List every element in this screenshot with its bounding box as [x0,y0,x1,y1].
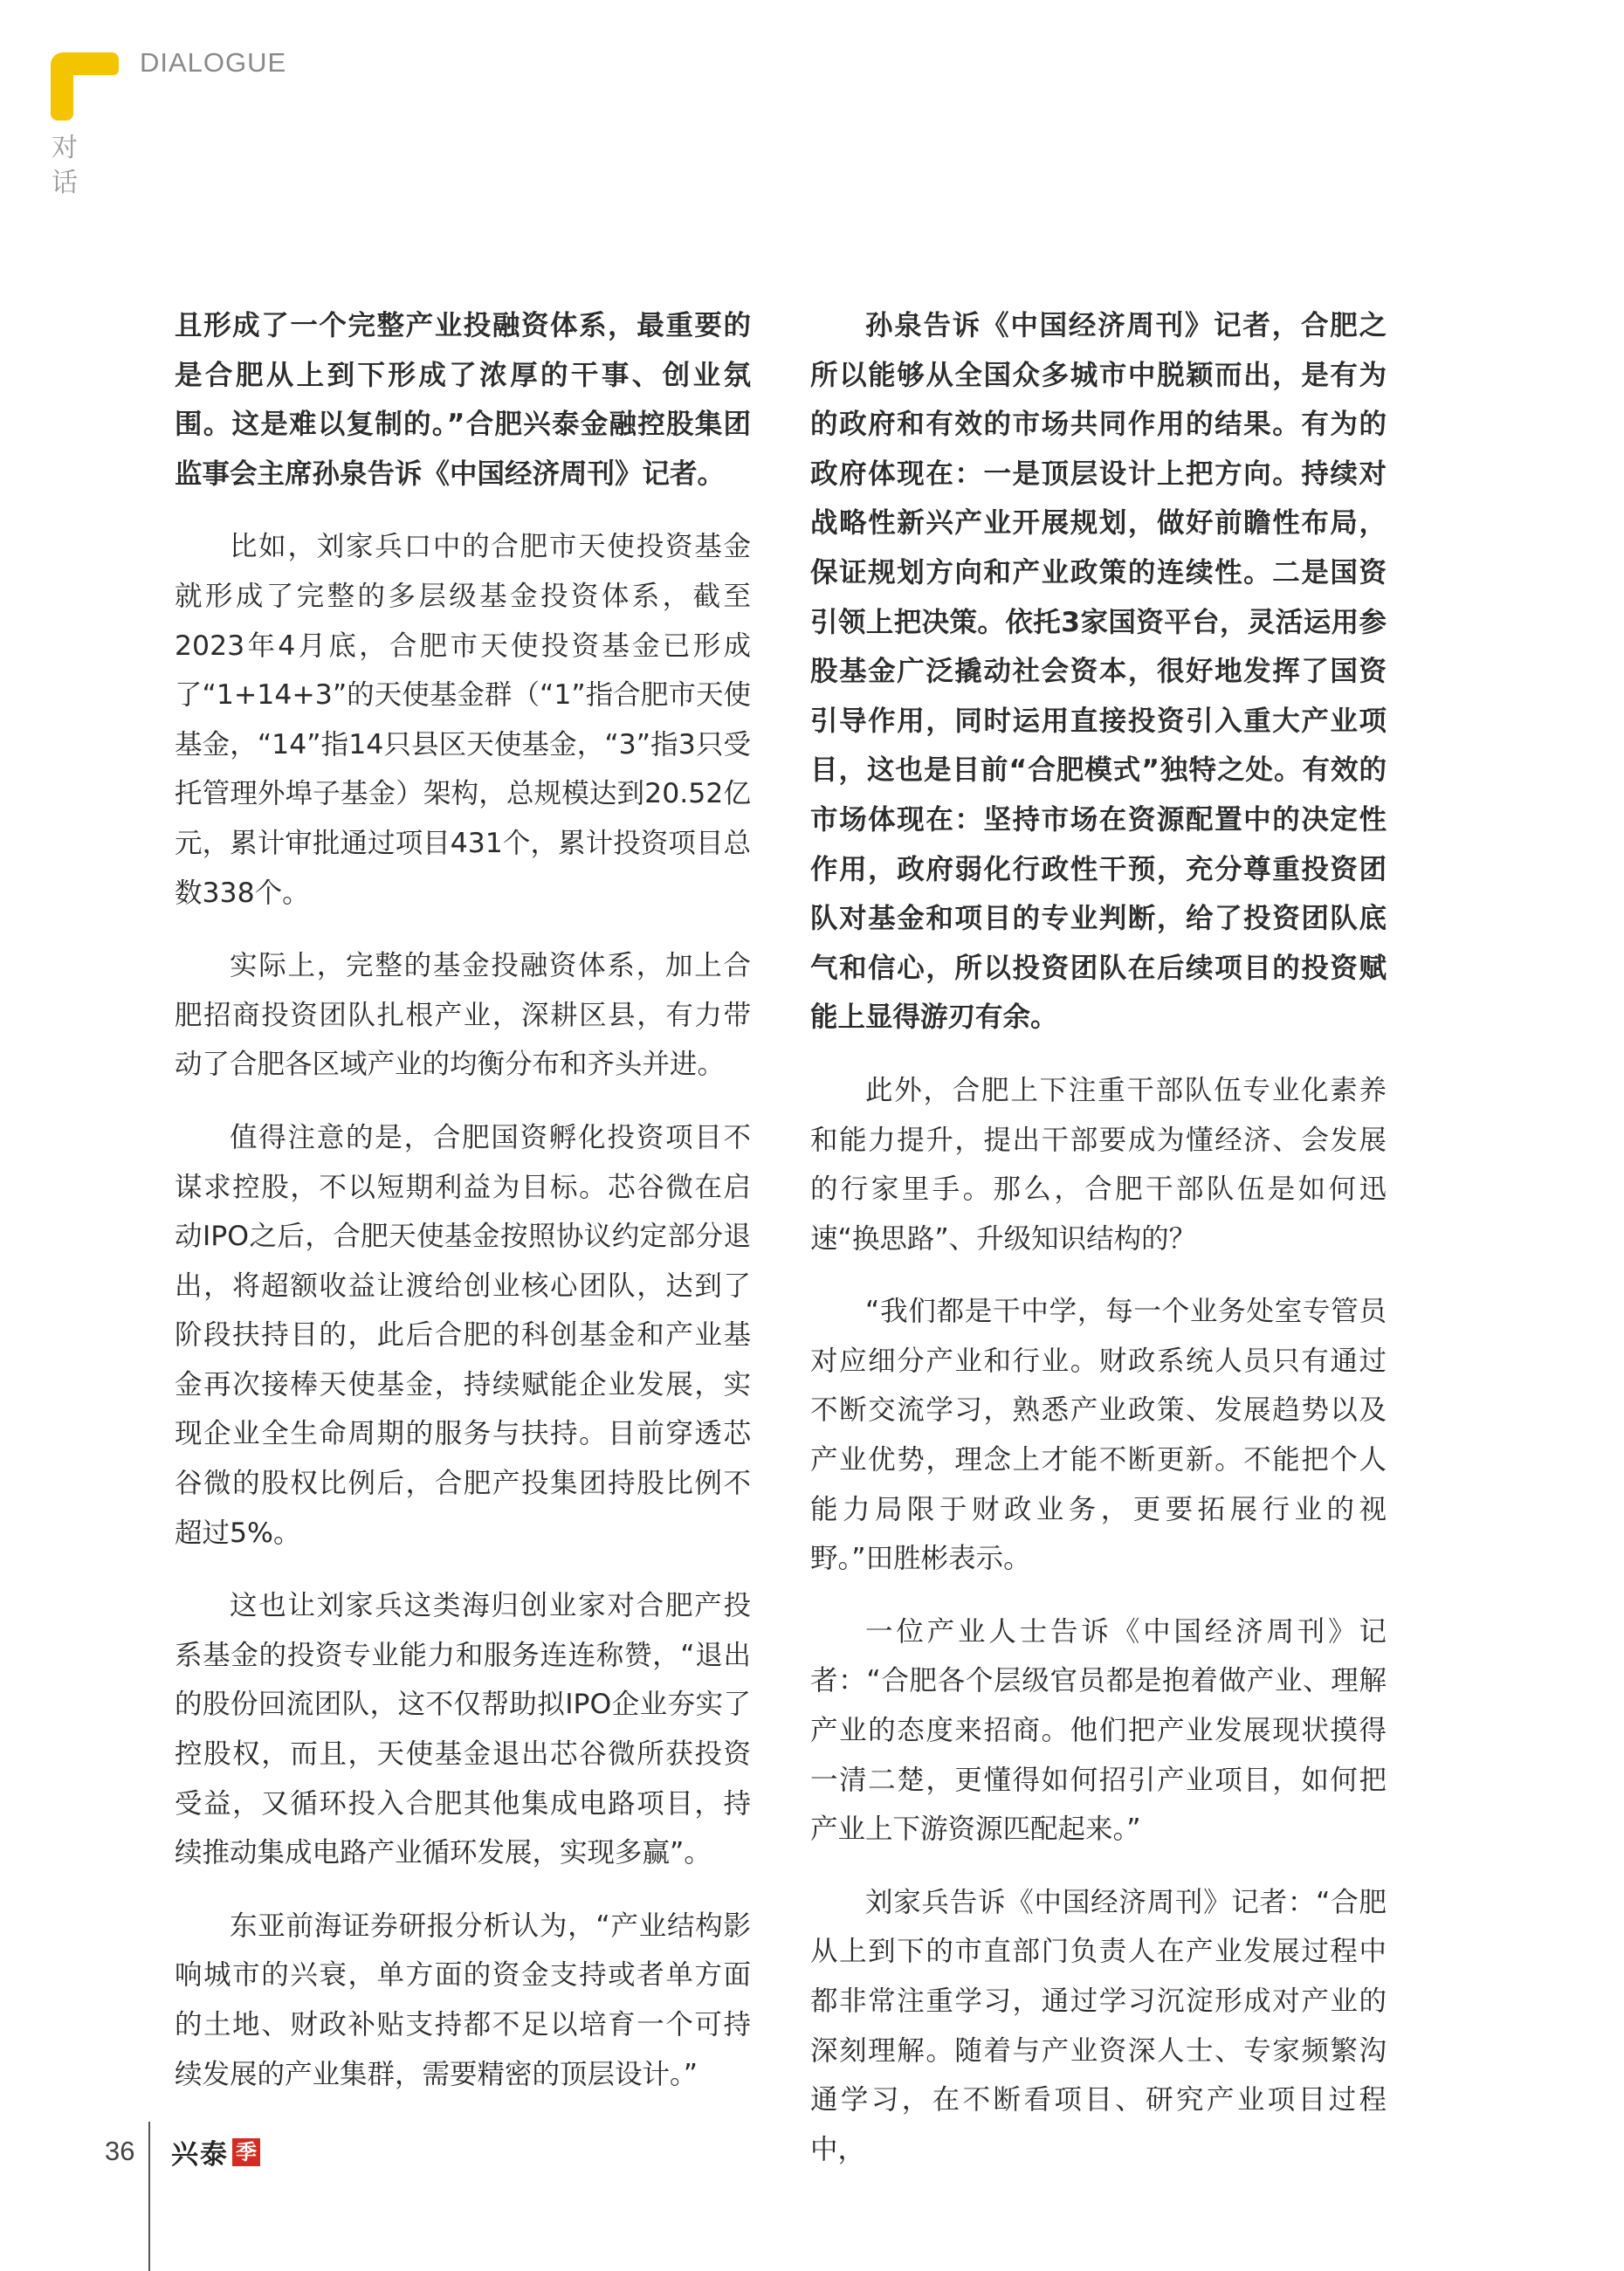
paragraph: 实际上，完整的基金投融资体系，加上合肥招商投资团队扎根产业，深耕区县，有力带动了合肥各区域产业的均衡分布和齐头并进。 [175,950,751,1081]
corner-bracket-icon [51,52,119,120]
left-column [175,301,751,2123]
paragraph: “我们都是干中学，每一个业务处室专管员对应细分产业和行业。财政系统人员只有通过不断交流学习，熟悉产业政策、发展趋势以及产业优势，理念上才能不断更新。不能把个人能力局限于财政业务，更要拓展行业的视野。”田胜彬表示。 [810,1296,1387,1575]
page-number: 36 [105,2136,135,2166]
section-label-chinese: 对话 [52,133,78,198]
paragraph: 此外，合肥上下注重干部队伍专业化素养和能力提升，提出干部要成为懂经济、会发展的行家里手。那么，合肥干部队伍是如何迅速“换思路”、升级知识结构的？ [810,1074,1387,1255]
paragraph: 刘家兵告诉《中国经济周刊》记者：“合肥从上到下的市直部门负责人在产业发展过程中都非常注重学习，通过学习沉淀形成对产业的深刻理解。随着与产业资深人士、专家频繁沟通学习，在不断看项目、研究产业项目过程中， [810,1886,1387,2165]
seal-icon: 季 [232,2138,260,2166]
paragraph: 这也让刘家兵这类海归创业家对合肥产投系基金的投资专业能力和服务连连称赞，“退出的股份回流团队，这不仅帮助拟IPO企业夯实了控股权，而且，天使基金退出芯谷微所获投资受益，又循环投入合肥其他集成电路项目，持续推动集成电路产业循环发展，实现多赢”。 [175,1590,751,1869]
paragraph: 一位产业人士告诉《中国经济周刊》记者：“合肥各个层级官员都是抱着做产业、理解产业的态度来招商。他们把产业发展现状摸得一清二楚，更懂得如何招引产业项目，如何把产业上下游资源匹配起来。” [810,1615,1387,1846]
paragraph: 东亚前海证券研报分析认为，“产业结构影响城市的兴衰，单方面的资金支持或者单方面的土地、财政补贴支持都不足以培育一个可持续发展的产业集群，需要精密的顶层设计。” [175,1910,751,2090]
footer-divider [148,2122,150,2271]
paragraph: 孙泉告诉《中国经济周刊》记者，合肥之所以能够从全国众多城市中脱颖而出，是有为的政府和有效的市场共同作用的结果。有为的政府体现在：一是顶层设计上把方向。持续对战略性新兴产业开展规划，做好前瞻性布局，保证规划方向和产业政策的连续性。二是国资引领上把决策。依托3家国资平台，灵活运用参股基金广泛撬动社会资本，很好地发挥了国资引导作用，同时运用直接投资引入重大产业项目，这也是目前“合肥模式”独特之处。有效的市场体现在：坚持市场在资源配置中的决定性作用，政府弱化行政性干预，充分尊重投资团队对基金和项目的专业判断，给了投资团队底气和信心，所以投资团队在后续项目的投资赋能上显得游刃有余。 [810,310,1387,1034]
brand-logo [171,2132,260,2171]
paragraph: 值得注意的是，合肥国资孵化投资项目不谋求控股，不以短期利益为目标。芯谷微在启动IPO之后，合肥天使基金按照协议约定部分退出，将超额收益让渡给创业核心团队，达到了阶段扶持目的，此后合肥的科创基金和产业基金再次接棒天使基金，持续赋能企业发展，实现企业全生命周期的服务与扶持。目前穿透芯谷微的股权比例后，合肥产投集团持股比例不超过5%。 [175,1121,751,1549]
paragraph: 比如，刘家兵口中的合肥市天使投资基金就形成了完整的多层级基金投资体系，截至2023年4月底，合肥市天使投资基金已形成了“1+14+3”的天使基金群（“1”指合肥市天使基金，“14”指14只县区天使基金，“3”指3只受托管理外埠子基金）架构，总规模达到20.52亿元，累计审批通过项目431个，累计投资项目总数338个。 [175,531,751,909]
brand-name: 兴泰 [171,2139,229,2171]
section-label: DIALOGUE [140,47,287,78]
right-column [810,301,1387,2198]
paragraph: 且形成了一个完整产业投融资体系，最重要的是合肥从上到下形成了浓厚的干事、创业氛围。这是难以复制的。”合肥兴泰金融控股集团监事会主席孙泉告诉《中国经济周刊》记者。 [175,310,751,490]
